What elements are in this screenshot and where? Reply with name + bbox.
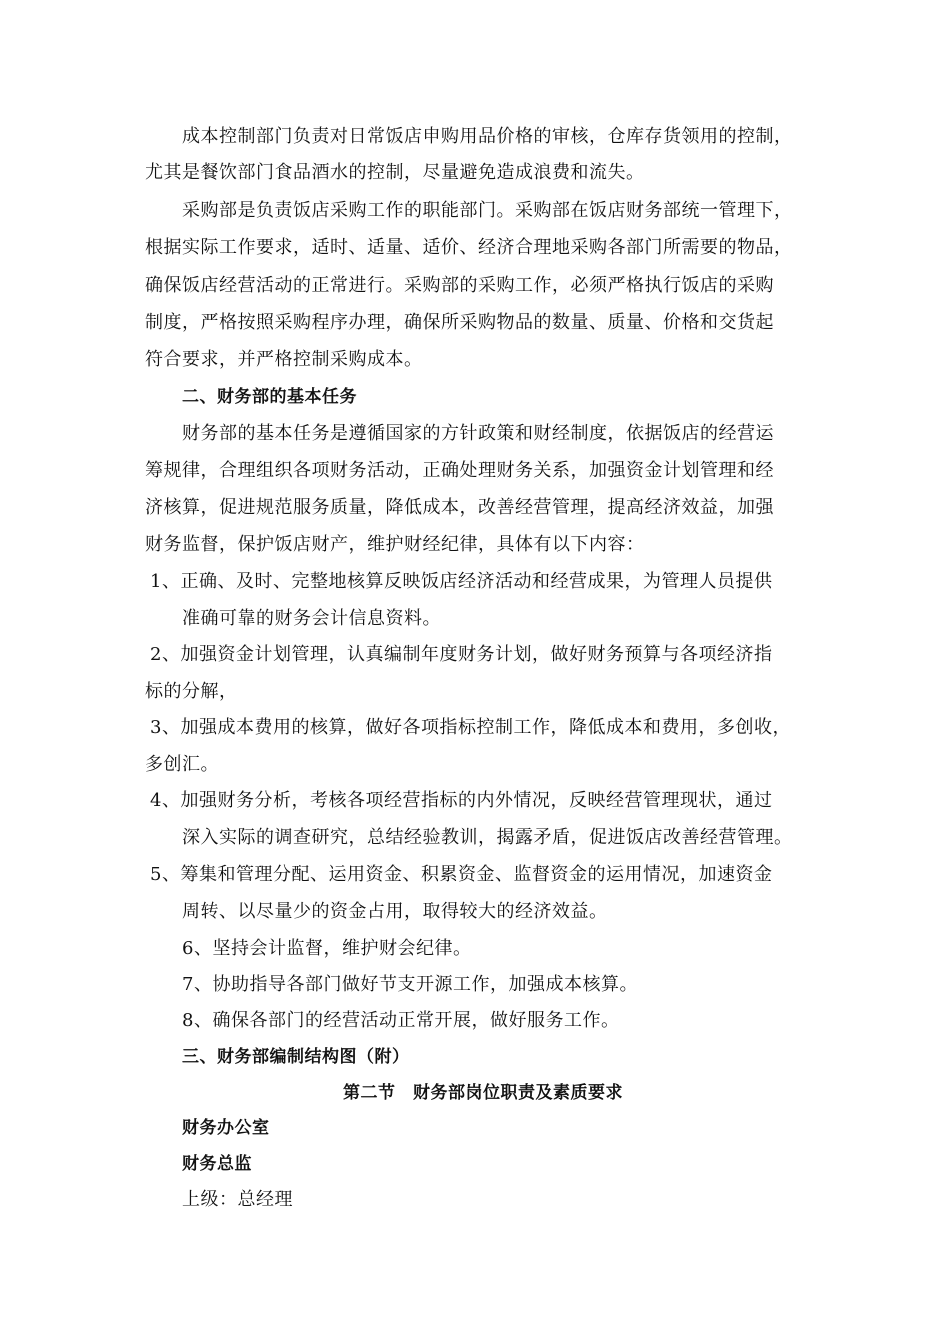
list-item-continuation: 多创汇。 bbox=[145, 754, 219, 775]
list-item-continuation: 周转、以尽量少的资金占用，取得较大的经济效益。 bbox=[182, 901, 608, 922]
list-item: 6、坚持会计监督，维护财会纪律。 bbox=[182, 938, 472, 959]
subheading-office: 财务办公室 bbox=[182, 1118, 270, 1138]
list-item: 5、筹集和管理分配、运用资金、积累资金、监督资金的运用情况，加速资金 bbox=[150, 864, 773, 885]
list-item: 3、加强成本费用的核算，做好各项指标控制工作，降低成本和费用，多创收， bbox=[150, 717, 791, 738]
paragraph-line: 成本控制部门负责对日常饭店申购用品价格的审核，仓库存货领用的控制， bbox=[182, 126, 793, 147]
paragraph-line: 筹规律，合理组织各项财务活动，正确处理财务关系，加强资金计划管理和经 bbox=[145, 460, 774, 481]
paragraph-line: 符合要求，并严格控制采购成本。 bbox=[145, 349, 423, 370]
subheading-director: 财务总监 bbox=[182, 1154, 252, 1174]
paragraph-line: 制度，严格按照采购程序办理，确保所采购物品的数量、质量、价格和交货起 bbox=[145, 312, 774, 333]
list-item-continuation: 标的分解， bbox=[145, 681, 238, 702]
list-item-continuation: 准确可靠的财务会计信息资料。 bbox=[182, 608, 441, 629]
paragraph-line: 济核算，促进规范服务质量，降低成本，改善经营管理，提高经济效益，加强 bbox=[145, 497, 774, 518]
list-item: 4、加强财务分析，考核各项经营指标的内外情况，反映经营管理现状，通过 bbox=[150, 790, 773, 811]
list-item: 7、协助指导各部门做好节支开源工作，加强成本核算。 bbox=[182, 974, 638, 995]
list-item: 1、正确、及时、完整地核算反映饭店经济活动和经营成果，为管理人员提供 bbox=[150, 571, 773, 592]
paragraph-line: 根据实际工作要求，适时、适量、适价、经济合理地采购各部门所需要的物品， bbox=[145, 237, 793, 258]
paragraph-line: 财务部的基本任务是遵循国家的方针政策和财经制度，依据饭店的经营运 bbox=[182, 423, 774, 444]
section-heading: 三、财务部编制结构图（附） bbox=[182, 1047, 410, 1067]
superior-line: 上级：总经理 bbox=[182, 1189, 293, 1210]
section-title: 第二节 财务部岗位职责及素质要求 bbox=[343, 1083, 623, 1103]
list-item-continuation: 深入实际的调查研究，总结经验教训，揭露矛盾，促进饭店改善经营管理。 bbox=[182, 827, 793, 848]
paragraph-line: 尤其是餐饮部门食品酒水的控制，尽量避免造成浪费和流失。 bbox=[145, 162, 645, 183]
section-heading: 二、财务部的基本任务 bbox=[182, 387, 357, 407]
paragraph-line: 采购部是负责饭店采购工作的职能部门。采购部在饭店财务部统一管理下， bbox=[182, 200, 793, 221]
paragraph-line: 确保饭店经营活动的正常进行。采购部的采购工作，必须严格执行饭店的采购 bbox=[145, 275, 774, 296]
list-item: 2、加强资金计划管理，认真编制年度财务计划，做好财务预算与各项经济指 bbox=[150, 644, 773, 665]
list-item: 8、确保各部门的经营活动正常开展，做好服务工作。 bbox=[182, 1010, 620, 1031]
paragraph-line: 财务监督，保护饭店财产，维护财经纪律，具体有以下内容： bbox=[145, 534, 645, 555]
